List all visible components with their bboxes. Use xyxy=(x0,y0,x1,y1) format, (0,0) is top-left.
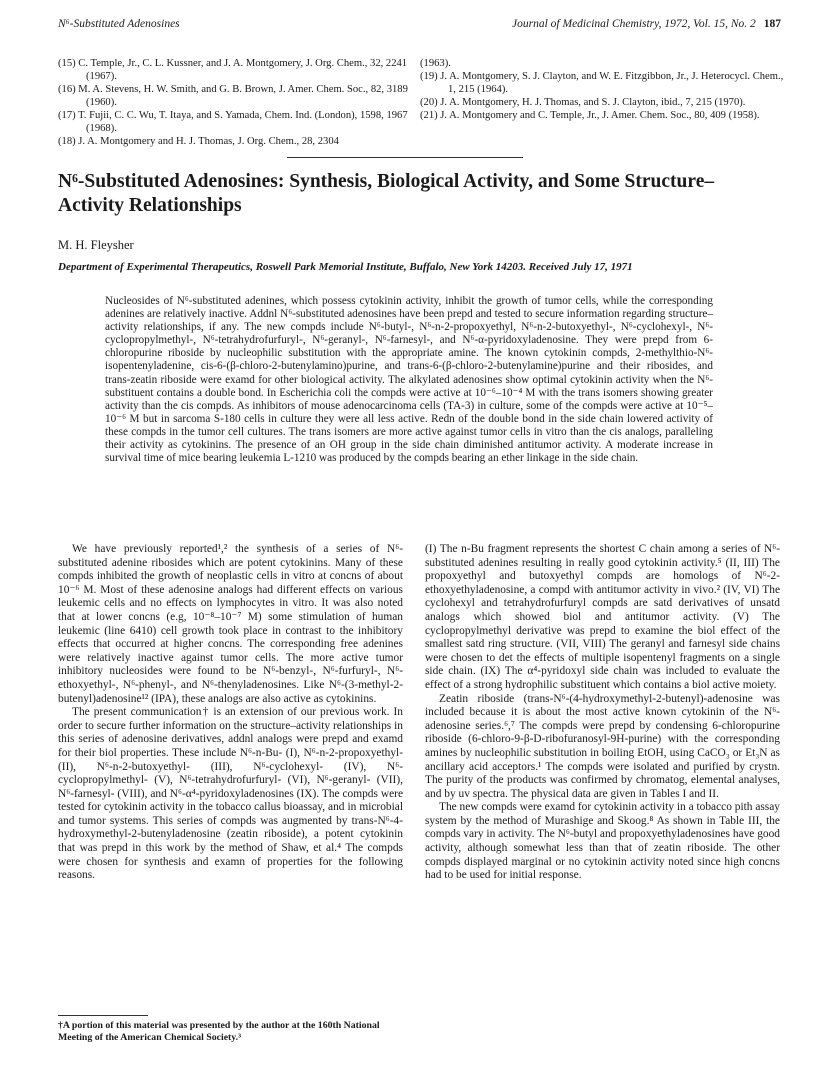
body-column-right xyxy=(425,543,780,883)
references-left xyxy=(58,57,418,148)
footnote-rule xyxy=(58,1015,148,1016)
article-title: N⁶-Substituted Adenosines: Synthesis, Biological Activity, and Some Structure–Activity Relationships xyxy=(58,171,715,216)
reference-item: (19) J. A. Montgomery, S. J. Clayton, and W. E. Fitzgibbon, Jr., J. Heterocycl. Chem., 1, 215 (1964). xyxy=(420,71,784,95)
body-column-left xyxy=(58,543,403,883)
section-divider xyxy=(287,157,523,158)
body-paragraph: The present communication† is an extension of our previous work. In order to secure further information on the structure–activity relationships in this series of adenosine derivatives, addnl analogs were prepd and examd for their biol properties. These include N⁶-n-Bu- (I), N⁶-n-2-propoxyethyl- (II), N⁶-n-2-butoxyethyl- (III), N⁶-cyclohexyl- (IV), N⁶-cyclopropylmethyl- (V), N⁶-tetrahydrofurfuryl- (VI), N⁶-geranyl- (VII), N⁶-farnesyl- (VIII), and N⁶-α⁴-pyridoxyladenosines (IX). The compds were tested for cytokinin activity in the tobacco callus bioassay, and in microbial and tumor systems. This series of compds was augmented by trans-N⁶-4-hydroxymethyl-2-butenyladenosine (zeatin riboside), a potent cytokinin that was prepd in this work by the method of Shaw, et al.⁴ The compds were chosen for synthesis and examn of properties for the following reasons. xyxy=(58,706,403,882)
reference-item: (1963). xyxy=(420,58,451,69)
body-paragraph: We have previously reported¹,² the synthesis of a series of N⁶-substituted adenine ribosides which are potent cytokinins. Many of these compds inhibited the growth of neoplastic cells in vitro at concns of about 10⁻⁶ M. Most of these adenosine analogs had different effects on various leukemic cells and no effects on lymphocytes in vitro. It was also noted that at lower concns (e.g, 10⁻⁸–10⁻⁷ M) some stimulation of human leukemic (line 6410) cell growth took place in contrast to the inhibitory effects that occurred at higher concns. The corresponding free adenines were relatively inactive against tumor cells. The more active tumor inhibitory nucleosides were found to be N⁶-benzyl-, N⁶-furfuryl-, N⁶-ethoxyethyl-, N⁶-phenyl-, and N⁶-thenyladenosines. Like N⁶-(3-methyl-2-butenyl)adenosine¹² (IPA), these analogs are also active as cytokinins. xyxy=(58,543,403,705)
article-abstract: Nucleosides of N⁶-substituted adenines, which possess cytokinin activity, inhibit the growth of tumor cells, while the corresponding adenines are relatively inactive. Addnl N⁶-substituted adenosines have been prepd and tested to secure information regarding structure–activity relationships, if any. The new compds include N⁶-butyl-, N⁶-n-2-propoxyethyl, N⁶-n-2-butoxyethyl-, N⁶-cyclohexyl-, N⁶-cyclopropylmethyl-, N⁶-tetrahydrofurfuryl-, N⁶-geranyl-, N⁶-farnesyl-, and N⁶-α-pyridoxyladenosine. They were prepd from 6-chloropurine riboside by nucleophilic substitution with the appropriate amine. The known cytokinin compds, 2-methylthio-N⁶-isopentenyladenine, cis-6-(β-chloro-2-butenylamino)purine, and trans-6-(β-chloro-2-butenylamine)purine and their ribosides, and trans-zeatin riboside were examd for other biological activity. The alkylated adenosines show optimal cytokinin activity when the N⁶-substituent contains a double bond. In Escherichia coli the compds were active at 10⁻⁶–10⁻⁴ M with the trans isomers showing greater activity than the cis compds. As inhibitors of mouse adenocarcinoma cells (TA-3) in culture, some of the compds were active at 10⁻⁵–10⁻⁶ M but in sarcoma S-180 cells in culture they were all less active. Redn of the double bond in the side chain lowered activity of these compds in the tumor cell cultures. The trans isomers are more active against tumor cells in vitro than the cis analogs, paralleling their activity as cytokinins. The presence of an OH group in the side chain diminished antitumor activity. A moderate increase in survival time of mice bearing leukemia L-1210 was produced by the compds bearing an ether linkage in the side chain. xyxy=(105,295,713,465)
reference-item: (21) J. A. Montgomery and C. Temple, Jr., J. Amer. Chem. Soc., 80, 409 (1958). xyxy=(420,110,760,121)
reference-item: (17) T. Fujii, C. C. Wu, T. Itaya, and S. Yamada, Chem. Ind. (London), 1598, 1967 (1968). xyxy=(58,110,408,134)
reference-item: (16) M. A. Stevens, H. W. Smith, and G. B. Brown, J. Amer. Chem. Soc., 82, 3189 (1960). xyxy=(58,84,408,108)
page-number: 187 xyxy=(763,18,781,30)
running-title: N⁶-Substituted Adenosines xyxy=(58,18,180,30)
reference-item: (18) J. A. Montgomery and H. J. Thomas, J. Org. Chem., 28, 2304 xyxy=(58,136,339,147)
footnote: †A portion of this material was presented by the author at the 160th National Meeting of the American Chemical Society.³ xyxy=(58,1020,380,1043)
article-author: M. H. Fleysher xyxy=(58,238,134,252)
body-paragraph: Zeatin riboside (trans-N⁶-(4-hydroxymethyl-2-butenyl)-adenosine was included because it is about the most active known cytokinin of the N⁶-adenosine series.⁶,⁷ The compds were prepd by condensing 6-chloropurine riboside (6-chloro-9-β-D-ribofuranosyl-9H-purine) with the corresponding amines by nucleophilic substitution in boiling EtOH, using CaCO₃ or Et₃N as ancillary acid acceptors.¹ The compds were isolated and purified by crystn. The purity of the products was confirmed by chromatog, elemental analyses, and by uv spectra. The physical data are given in Tables I and II. xyxy=(425,692,780,800)
body-paragraph: The new compds were examd for cytokinin activity in a tobacco pith assay system by the method of Murashige and Skoog.⁸ As shown in Table III, the compds vary in activity. The N⁶-butyl and propoxyethyladenosines have good activity, although somewhat less than that of zeatin riboside. The other compds displayed marginal or no cytokinin activity noted since high concns had to be used for initial response. xyxy=(425,801,780,882)
reference-item: (15) C. Temple, Jr., C. L. Kussner, and J. A. Montgomery, J. Org. Chem., 32, 2241 (1967). xyxy=(58,58,408,82)
references-right xyxy=(420,57,790,122)
journal-citation: Journal of Medicinal Chemistry, 1972, Vol. 15, No. 2 xyxy=(512,18,756,30)
article-affiliation: Department of Experimental Therapeutics, Roswell Park Memorial Institute, Buffalo, New York 14203. Received July 17, 1971 xyxy=(58,261,633,273)
journal-header xyxy=(512,18,781,30)
body-paragraph: (I) The n-Bu fragment represents the shortest C chain among a series of N⁶-substituted adenines resulting in really good cytokinin activity.⁵ (II, III) The propoxyethyl and butoxyethyl compds are homologs of N⁶-2-ethoxyethyladenosine, a compd with antitumor activity in vivo.² (IV, VI) The cyclohexyl and tetrahydrofurfuryl compds are satd derivatives of unsatd analogs which showed biol and antitumor activity. (V) The cyclopropylmethyl derivative was prepd to examine the biol effect of the smallest satd ring structure. (VII, VIII) The geranyl and farnesyl side chains were chosen to det the effects of multiple isopentenyl fragments on a single side chain. (IX) The α⁴-pyridoxyl side chain was included to evaluate the effect of a strong hydrophilic substituent which contains a biol active moiety. xyxy=(425,543,780,691)
reference-item: (20) J. A. Montgomery, H. J. Thomas, and S. J. Clayton, ibid., 7, 215 (1970). xyxy=(420,97,746,108)
